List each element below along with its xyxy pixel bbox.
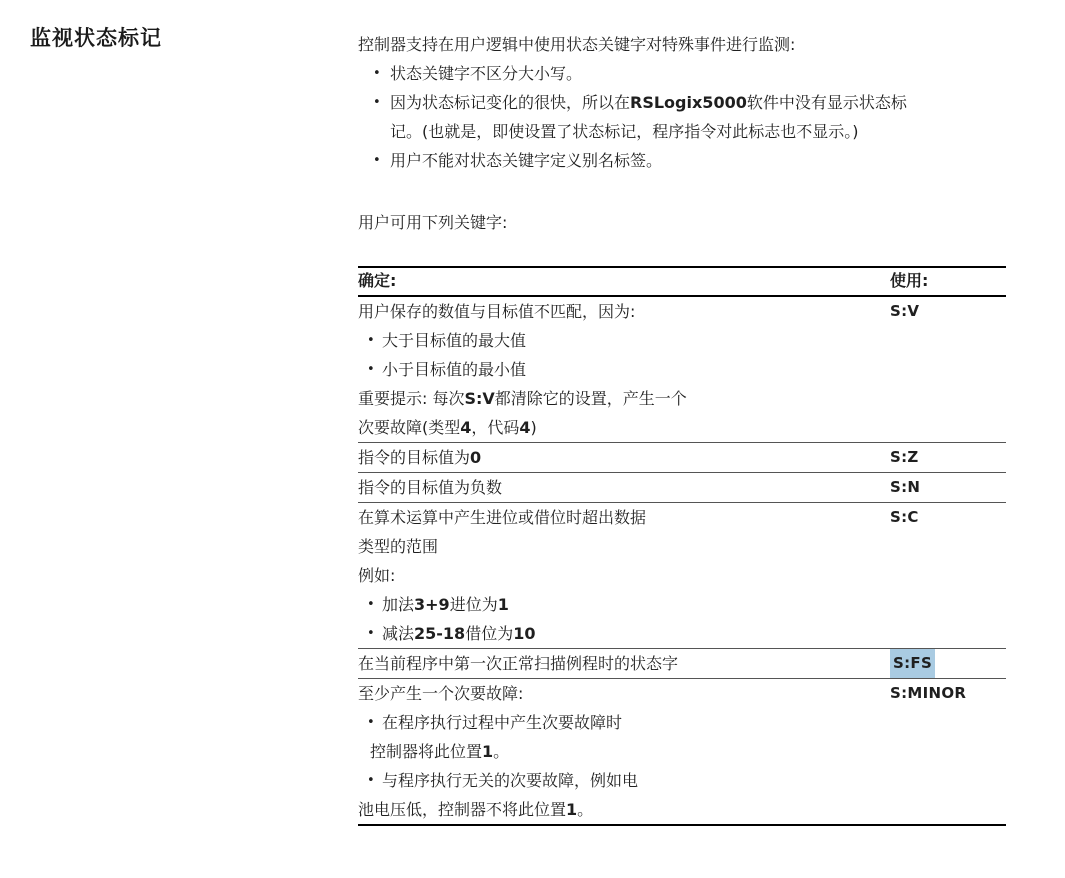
bullet-icon: •	[367, 715, 375, 730]
bullet-icon: •	[373, 95, 381, 110]
row-bullet-text: 与程序执行无关的次要故障，例如电	[382, 771, 639, 790]
bullet-icon: •	[367, 773, 375, 788]
row-bullet-text: 小于目标值的最小值	[382, 360, 527, 379]
highlighted-keyword: S:FS	[890, 649, 935, 678]
row-bullet-line	[358, 326, 1006, 355]
row-bullet-text: 加法3+9进位为1	[382, 595, 509, 614]
row-description-line: 在当前程序中第一次正常扫描例程时的状态字	[358, 654, 679, 673]
section-heading: 监视状态标记	[30, 26, 162, 50]
keywords-table	[358, 266, 1006, 826]
row-continuation-line: 池电压低，控制器不将此位置1。	[358, 800, 594, 819]
row-bullet-text: 在程序执行过程中产生次要故障时	[382, 713, 623, 732]
row-bullet-line	[358, 355, 1006, 384]
row-description-line: 指令的目标值为0	[358, 448, 482, 467]
bullet-icon: •	[367, 333, 375, 348]
content-column	[358, 30, 1006, 826]
row-description-line: 用户保存的数值与目标值不匹配，因为:	[358, 302, 636, 321]
row-description-line: 例如:	[358, 566, 396, 585]
table-row-sfs	[358, 649, 1006, 679]
row-continuation-line: 控制器将此位置1。	[370, 742, 510, 761]
table-lead-in: 用户可用下列关键字:	[358, 213, 508, 232]
bullet-icon: •	[367, 626, 375, 641]
row-bullet-line	[358, 708, 1006, 737]
keyword-cell: S:C	[890, 508, 919, 526]
table-header-row	[358, 268, 1006, 297]
intro-bullet-item	[358, 88, 1006, 117]
row-description-line: 指令的目标值为负数	[358, 478, 503, 497]
row-description-line: 类型的范围	[358, 537, 439, 556]
row-bullet-line	[358, 619, 1006, 648]
row-description-line: 次要故障(类型4，代码4)	[358, 418, 537, 437]
intro-bullet-continuation: 记。(也就是，即使设置了状态标记，程序指令对此标志也不显示。)	[390, 122, 859, 141]
table-row-sz	[358, 443, 1006, 473]
row-description-line: 至少产生一个次要故障:	[358, 684, 524, 703]
table-row-sn	[358, 473, 1006, 503]
keyword-cell: S:N	[890, 478, 921, 496]
intro-bullet-item	[358, 146, 1006, 175]
table-row-sminor	[358, 679, 1006, 826]
table-row-sv	[358, 297, 1006, 443]
intro-bullet-item	[358, 59, 1006, 88]
keyword-cell: S:V	[890, 302, 920, 320]
intro-bullet-text: 用户不能对状态关键字定义别名标签。	[390, 151, 663, 170]
intro-bullet-text: 状态关键字不区分大小写。	[390, 64, 583, 83]
bullet-icon: •	[373, 66, 381, 81]
table-header-use: 使用:	[890, 271, 929, 290]
row-bullet-text: 大于目标值的最大值	[382, 331, 527, 350]
row-bullet-line	[358, 766, 1006, 795]
bullet-icon: •	[367, 597, 375, 612]
bullet-icon: •	[367, 362, 375, 377]
row-description-line: 在算术运算中产生进位或借位时超出数据	[358, 508, 647, 527]
table-header-determine: 确定:	[358, 271, 397, 290]
row-bullet-line	[358, 590, 1006, 619]
keyword-cell: S:Z	[890, 448, 919, 466]
intro-bullet-text: 因为状态标记变化的很快，所以在RSLogix5000软件中没有显示状态标	[390, 93, 907, 112]
row-description-line: 重要提示: 每次S:V都清除它的设置，产生一个	[358, 389, 687, 408]
table-row-sc	[358, 503, 1006, 649]
row-bullet-text: 减法25-18借位为10	[382, 624, 536, 643]
keyword-cell: S:MINOR	[890, 684, 967, 702]
intro-paragraph: 控制器支持在用户逻辑中使用状态关键字对特殊事件进行监测:	[358, 35, 796, 54]
bullet-icon: •	[373, 153, 381, 168]
